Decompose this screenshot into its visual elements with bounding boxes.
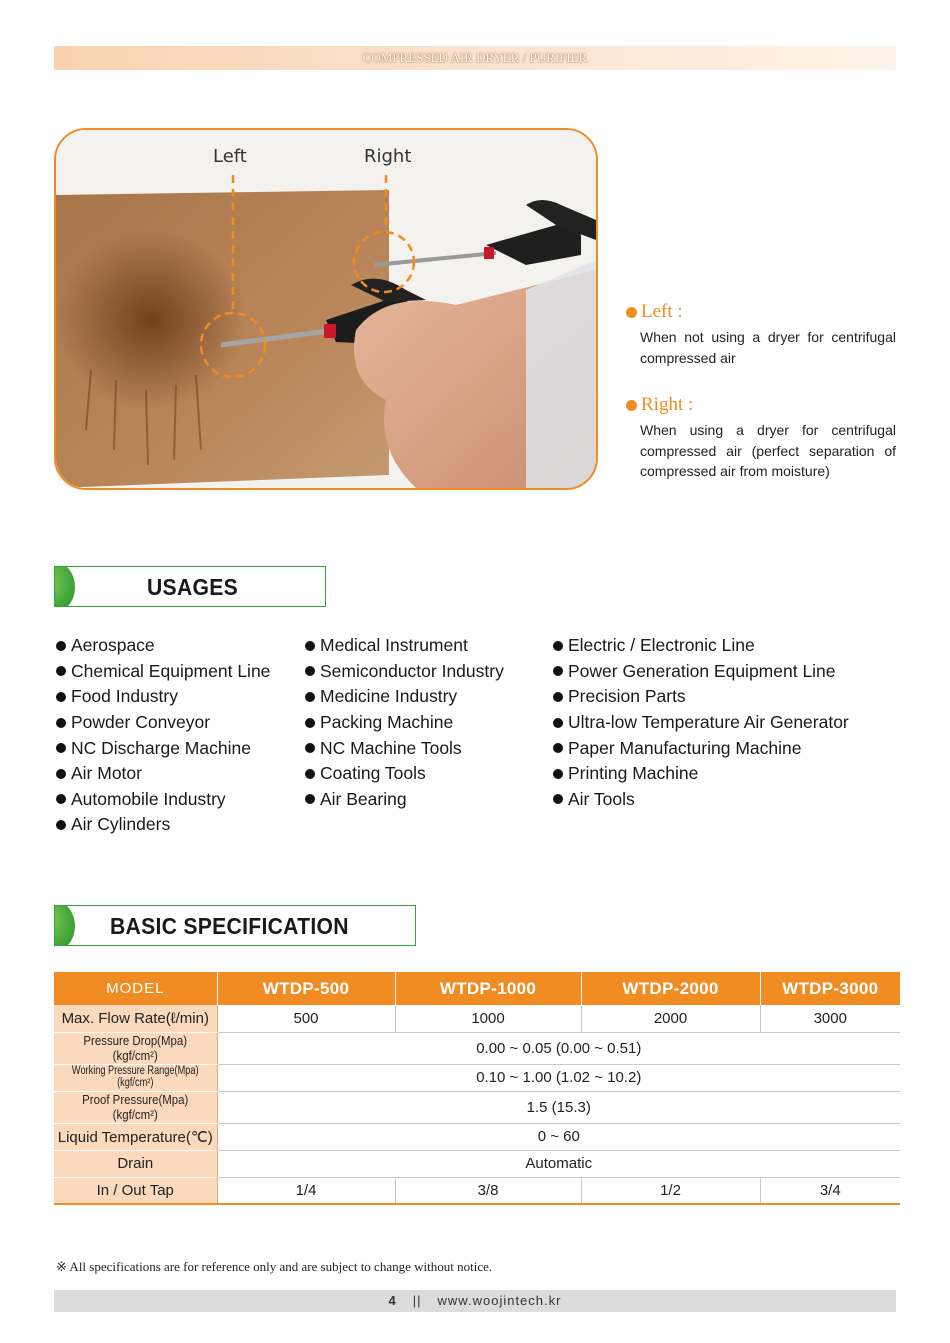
moisture-stain [56,230,246,410]
usage-label: Chemical Equipment Line [71,660,271,681]
bullet-icon [553,718,563,728]
usage-label: Packing Machine [320,712,454,733]
bullet-icon [553,666,563,676]
usage-item [305,710,504,736]
usage-label: Printing Machine [568,763,699,784]
table-cell: 3/4 [760,1177,900,1204]
usage-item [553,710,849,736]
usage-label: Coating Tools [320,763,426,784]
bullet-icon [305,718,315,728]
table-cell: Automatic [217,1150,900,1177]
usage-item [553,659,849,685]
bullet-icon [305,641,315,651]
table-row [54,1123,900,1150]
usages-column-1 [56,633,270,838]
model-col: WTDP-3000 [760,972,900,1005]
bullet-icon [305,692,315,702]
model-header: MODEL [54,972,217,1005]
table-row [54,1150,900,1177]
usages-title: USAGES [147,574,239,600]
model-col: WTDP-1000 [395,972,581,1005]
table-cell: 1.5 (15.3) [217,1091,900,1123]
table-row [54,1064,900,1091]
usage-label: Air Tools [568,788,635,809]
bullet-icon [56,718,66,728]
bullet-icon [305,769,315,779]
usage-label: Precision Parts [568,686,686,707]
usage-label: Powder Conveyor [71,712,211,733]
usage-item [56,735,270,761]
usage-item [305,684,504,710]
usage-item [56,659,270,685]
bullet-icon [56,794,66,804]
row-label: In / Out Tap [54,1177,217,1204]
website-link[interactable]: www.woojintech.kr [437,1293,562,1308]
usage-label: NC Machine Tools [320,737,462,758]
bullet-icon [56,641,66,651]
table-cell: 1/4 [217,1177,395,1204]
usage-label: Medical Instrument [320,635,468,656]
row-label: Working Pressure Range(Mpa) (kgf/cm²) [71,1065,199,1089]
usage-label: Paper Manufacturing Machine [568,737,802,758]
usage-item [305,787,504,813]
usage-label: Air Motor [71,763,142,784]
photo-label-left: Left [213,146,247,167]
bullet-icon [305,666,315,676]
row-label: Pressure Drop(Mpa) (kgf/cm²) [83,1032,188,1063]
bullet-icon [626,307,637,318]
usages-column-2 [305,633,504,812]
usage-label: Power Generation Equipment Line [568,660,836,681]
photo-label-right: Right [364,146,412,167]
table-row [54,1032,900,1064]
usage-item [56,787,270,813]
usage-item [56,812,270,838]
bullet-icon [305,794,315,804]
row-label: Drain [54,1150,217,1177]
usage-item [56,761,270,787]
bullet-icon [56,692,66,702]
usage-item [553,633,849,659]
usage-label: Medicine Industry [320,686,458,707]
spec-table [54,972,900,1205]
table-cell: 1000 [395,1005,581,1032]
heading-tab-icon [54,566,75,607]
description-right-text: When using a dryer for centrifugal compressed air (perfect separation of compressed air from moisture) [640,422,896,479]
description-left [626,301,896,368]
footnote: ※ All specifications are for reference only and are subject to change without notice. [56,1259,493,1274]
bullet-icon [553,769,563,779]
row-label: Max. Flow Rate(ℓ/min) [54,1005,217,1032]
usage-item [305,735,504,761]
spec-heading [54,905,416,946]
row-label: Proof Pressure(Mpa) (kgf/cm²) [82,1091,189,1122]
table-cell: 0.10 ~ 1.00 (1.02 ~ 10.2) [217,1064,900,1091]
bullet-icon [56,769,66,779]
model-col: WTDP-500 [217,972,395,1005]
bullet-icon [56,820,66,830]
usage-item [305,761,504,787]
usage-item [56,710,270,736]
photo-illustration [56,130,596,488]
bullet-icon [56,743,66,753]
usage-label: Automobile Industry [71,788,226,809]
footer-separator: || [412,1293,422,1308]
bullet-icon [553,692,563,702]
table-cell: 1/2 [581,1177,760,1204]
usage-label: Air Bearing [320,788,407,809]
description-left-text: When not using a dryer for centrifugal compressed air [640,329,896,366]
usage-label: Semiconductor Industry [320,660,504,681]
usage-label: Electric / Electronic Line [568,635,755,656]
usage-item [553,761,849,787]
bullet-icon [553,794,563,804]
usage-item [553,787,849,813]
usage-item [305,659,504,685]
header-bar [54,46,896,70]
row-label: Liquid Temperature(℃) [54,1123,217,1150]
table-row [54,1005,900,1032]
table-cell: 0 ~ 60 [217,1123,900,1150]
usages-heading [54,566,326,607]
bullet-icon [553,641,563,651]
footer-bar [54,1290,896,1312]
comparison-photo [54,128,598,490]
table-cell: 0.00 ~ 0.05 (0.00 ~ 0.51) [217,1032,900,1064]
usage-item [305,633,504,659]
usage-item [553,735,849,761]
bullet-icon [626,400,637,411]
description-right [626,394,896,482]
page-number: 4 [388,1293,397,1308]
usage-label: NC Discharge Machine [71,737,251,758]
usage-label: Aerospace [71,635,155,656]
table-cell: 2000 [581,1005,760,1032]
usages-column-3 [553,633,849,812]
table-header-row [54,972,900,1005]
description-left-title: Left : [641,301,683,322]
table-cell: 3000 [760,1005,900,1032]
spec-title: BASIC SPECIFICATION [110,913,349,939]
description-right-title: Right : [641,394,694,415]
usage-label: Food Industry [71,686,178,707]
bullet-icon [56,666,66,676]
header-title: COMPRESSED AIR DRYER / PURIFIER [362,50,588,65]
table-cell: 500 [217,1005,395,1032]
usage-item [56,633,270,659]
usage-label: Ultra-low Temperature Air Generator [568,712,849,733]
table-row [54,1091,900,1123]
bullet-icon [553,743,563,753]
bullet-icon [305,743,315,753]
model-col: WTDP-2000 [581,972,760,1005]
usage-item [553,684,849,710]
heading-tab-icon [54,905,75,946]
table-cell: 3/8 [395,1177,581,1204]
table-row [54,1177,900,1204]
usage-item [56,684,270,710]
usage-label: Air Cylinders [71,814,171,835]
